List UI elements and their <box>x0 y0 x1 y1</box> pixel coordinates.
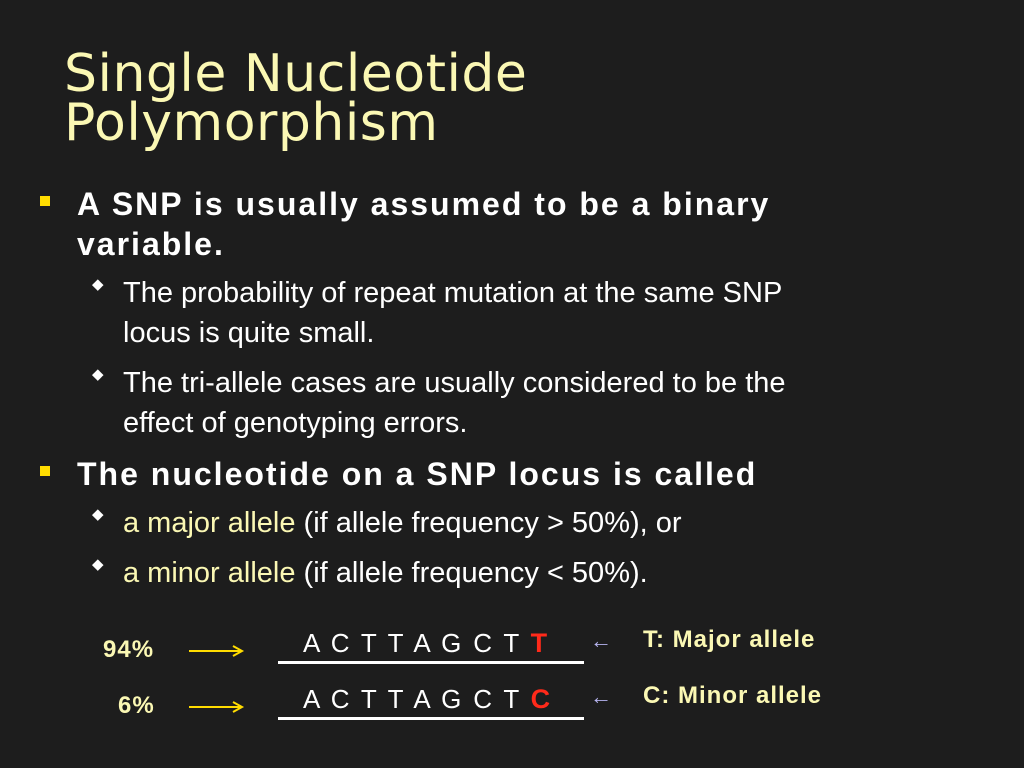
sub-bullet-text <box>123 503 682 543</box>
sub-bullet-text <box>123 553 648 593</box>
bullet-text-line-2: variable. <box>77 226 225 262</box>
sequence-row-minor <box>0 682 1024 742</box>
allele-label: T: Major allele <box>643 626 816 653</box>
bullet-text-line-1: The nucleotide on a SNP locus is called <box>77 456 758 492</box>
major-allele-condition: (if allele frequency > 50%), or <box>295 507 682 539</box>
left-arrow-icon: ← <box>590 684 612 709</box>
yellow-square-bullet-icon <box>40 466 50 476</box>
minor-allele-condition: (if allele frequency < 50%). <box>295 557 648 589</box>
sub-bullet-text-line-2: effect of genotyping errors. <box>123 407 468 439</box>
sub-bullet-text-line-1: The tri-allele cases are usually considered to be the <box>123 367 786 399</box>
allele-label: C: Minor allele <box>643 682 823 709</box>
sequence-underline <box>278 661 584 664</box>
yellow-square-bullet-icon <box>40 196 50 206</box>
sub-bullet-text-line-2: locus is quite small. <box>123 317 375 349</box>
diamond-bullet-icon: ◆ <box>92 366 104 383</box>
dna-sequence <box>303 684 552 715</box>
left-arrow-icon: ← <box>590 628 612 653</box>
diamond-bullet-icon: ◆ <box>92 506 104 523</box>
minor-allele-term: a minor allele <box>123 557 296 589</box>
frequency-label: 6% <box>118 692 155 719</box>
sub-bullet-text-line-1: The probability of repeat mutation at the same SNP <box>123 277 783 309</box>
slide-title-line-1: Single Nucleotide <box>64 44 528 104</box>
dna-sequence <box>303 628 549 659</box>
slide-title <box>64 44 528 153</box>
diamond-bullet-icon: ◆ <box>92 556 104 573</box>
diamond-bullet-icon: ◆ <box>92 276 104 293</box>
major-allele-term: a major allele <box>123 507 296 539</box>
snp-base: C <box>530 684 553 714</box>
sequence-bases: A C T T A G C T <box>303 684 522 714</box>
slide-title-line-2: Polymorphism <box>64 93 439 153</box>
frequency-label: 94% <box>103 636 155 663</box>
sequence-underline <box>278 717 584 720</box>
sequence-bases: A C T T A G C T <box>303 628 522 658</box>
snp-base: T <box>530 628 550 658</box>
right-arrow-icon <box>189 644 245 658</box>
sequence-row-major <box>0 626 1024 686</box>
right-arrow-icon <box>189 700 245 714</box>
bullet-text-line-1: A SNP is usually assumed to be a binary <box>77 186 771 222</box>
